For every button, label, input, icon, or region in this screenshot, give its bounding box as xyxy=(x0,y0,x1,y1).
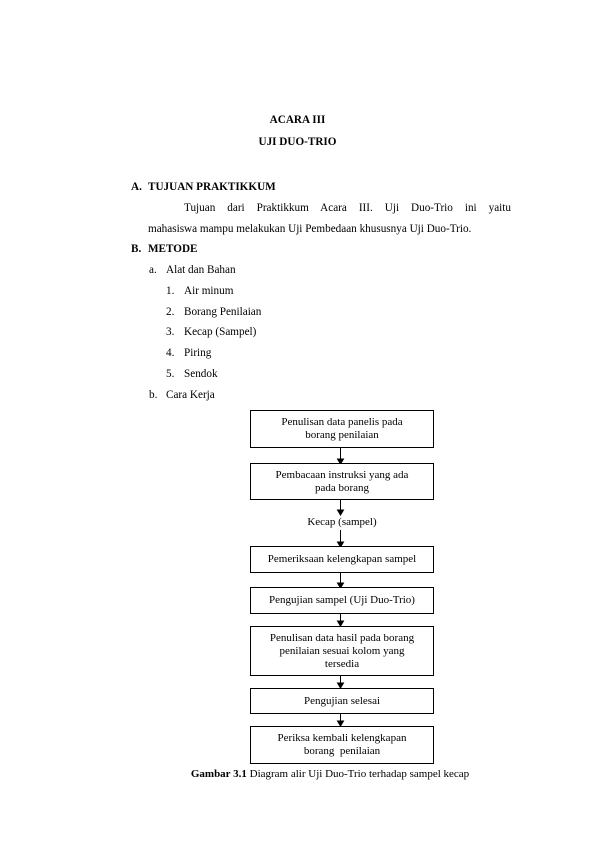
list-item: Piring xyxy=(184,347,212,359)
list-item: Kecap (Sampel) xyxy=(184,326,257,338)
flow-step-line: borang penilaian xyxy=(305,429,379,441)
flow-step-text xyxy=(281,416,402,442)
flow-step-line: Penulisan data panelis pada xyxy=(281,416,403,428)
flow-step-read-instructions xyxy=(250,463,434,500)
section-b-heading: METODE xyxy=(148,243,198,255)
flow-arrowhead-2 xyxy=(338,510,344,515)
flow-label-sample: Kecap (sampel) xyxy=(307,516,377,528)
flow-step-line: Pengujian selesai xyxy=(303,694,381,707)
flow-step-line: Pembacaan instruksi yang ada xyxy=(275,468,409,481)
figure-caption-text: Diagram alir Uji Duo-Trio terhadap sampel kecap xyxy=(246,768,470,780)
flow-step-text xyxy=(278,732,407,758)
page-title: ACARA III xyxy=(269,114,326,126)
flow-step-line: penilaian sesuai kolom yang xyxy=(279,644,405,657)
figure-caption xyxy=(0,768,595,780)
flow-step-line: Pemeriksaan kelengkapan sampel xyxy=(267,553,417,565)
flow-step-write-panelist-data xyxy=(250,410,434,448)
flow-step-text xyxy=(270,632,414,671)
list-item: Air minum xyxy=(184,285,234,297)
flow-step-test-sample xyxy=(250,587,434,614)
list-item: Sendok xyxy=(184,368,218,380)
figure-caption-label: Gambar 3.1 xyxy=(190,768,247,780)
section-a-paragraph-line1 xyxy=(148,202,511,214)
flow-step-line: Periksa kembali kelengkapan xyxy=(277,732,407,744)
section-a-paragraph-text1: Tujuan dari Praktikkum Acara III. Uji Duo-Trio ini yaitu xyxy=(184,202,511,214)
sub-a-marker: a. xyxy=(149,264,157,276)
list-item-num: 2. xyxy=(166,306,175,318)
section-b-marker: B. xyxy=(131,243,142,255)
flow-step-write-results xyxy=(250,626,434,676)
sub-a-label: Alat dan Bahan xyxy=(166,264,236,276)
sub-b-label: Cara Kerja xyxy=(166,389,215,401)
flow-step-line: borang penilaian xyxy=(303,745,381,757)
flow-step-check-sample xyxy=(250,546,434,573)
list-item: Borang Penilaian xyxy=(184,306,262,318)
section-a-paragraph-line2: mahasiswa mampu melakukan Uji Pembedaan khususnya Uji Duo-Trio. xyxy=(148,223,472,235)
flow-step-line: Pengujian sampel (Uji Duo-Trio) xyxy=(269,594,415,606)
list-item-num: 5. xyxy=(166,368,175,380)
flow-step-line: tersedia xyxy=(324,657,360,670)
flow-step-line: pada borang xyxy=(314,481,370,494)
flow-step-text xyxy=(276,469,409,495)
list-item-num: 4. xyxy=(166,347,175,359)
flow-step-recheck-form xyxy=(250,726,434,764)
flow-step-testing-done xyxy=(250,688,434,714)
page-subtitle: UJI DUO-TRIO xyxy=(258,136,337,148)
list-item-num: 3. xyxy=(166,326,175,338)
section-a-heading: TUJUAN PRAKTIKKUM xyxy=(148,181,276,193)
list-item-num: 1. xyxy=(166,285,175,297)
section-a-marker: A. xyxy=(131,181,142,193)
flow-step-line: Penulisan data hasil pada borang xyxy=(269,631,415,644)
sub-b-marker: b. xyxy=(149,389,158,401)
